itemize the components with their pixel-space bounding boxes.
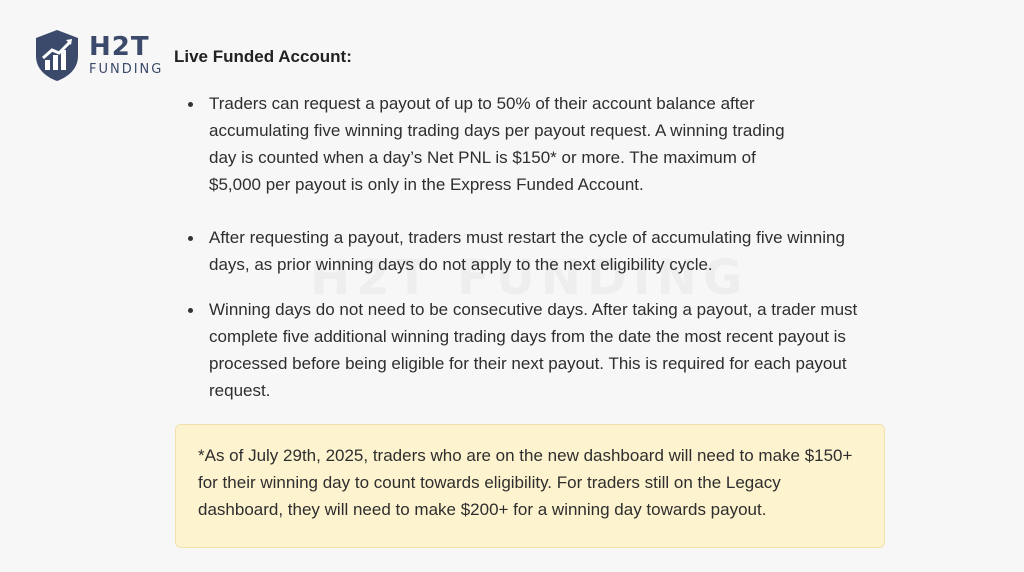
list-item: Traders can request a payout of up to 50% of their account balance after accumulating five winning trading days per payout request. A winning trading day is counted when a day’s Net PNL is $150* or more. The maximum of $5,000 per payout is only in the Express Funded Account. xyxy=(186,90,809,198)
section-heading: Live Funded Account: xyxy=(174,47,352,66)
h2t-funding-logo xyxy=(33,28,163,82)
logo-name: H2T xyxy=(89,32,150,62)
logo-subtitle: FUNDING xyxy=(89,62,164,77)
shield-chart-icon xyxy=(33,28,81,82)
eligibility-note-text: *As of July 29th, 2025, traders who are on the new dashboard will need to make $150+ for their winning day to count towards eligibility. For traders still on the Legacy dashboard, they will need to make $200+ for a winning day towards payout. xyxy=(198,446,853,519)
list-item: After requesting a payout, traders must restart the cycle of accumulating five winning days, as prior winning days do not apply to the next eligibility cycle. xyxy=(186,224,886,278)
payout-rules-list xyxy=(186,90,886,404)
eligibility-note-box xyxy=(175,424,885,548)
list-item: Winning days do not need to be consecutive days. After taking a payout, a trader must complete five additional winning trading days from the date the most recent payout is processed before being eligible for their next payout. This is required for each payout request. xyxy=(186,296,889,404)
